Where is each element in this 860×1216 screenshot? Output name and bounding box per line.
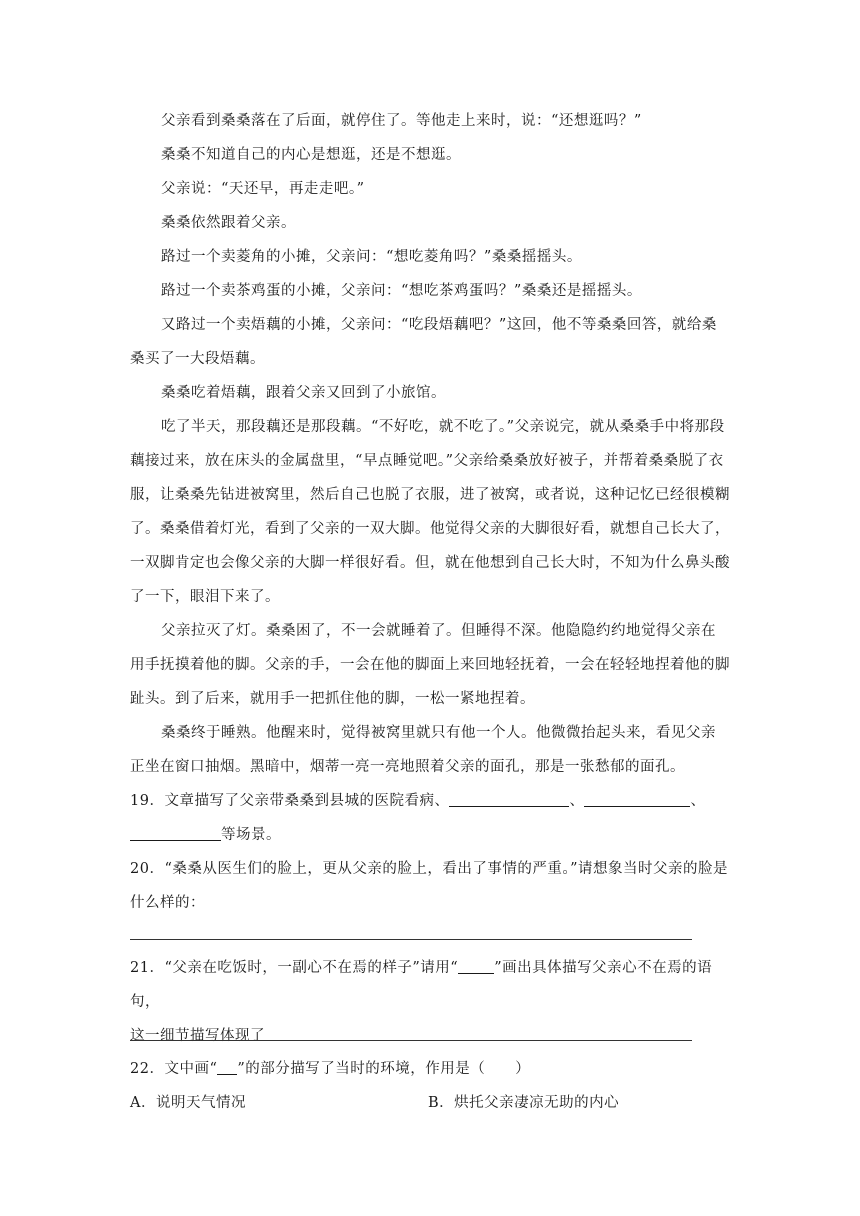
passage-paragraph: 吃了半天，那段藕还是那段藕。“不好吃，就不吃了。”父亲说完，就从桑桑手中将那段藕接过来，放在床头的金属盘里，“早点睡觉吧。”父亲给桑桑放好被子，并帮着桑桑脱了衣服，让桑桑先钻进被窝里，然后自己也脱了衣服，进了被窝，或者说，这种记忆已经很模糊了。桑桑借着灯光，看到了父亲的一双大脚。他觉得父亲的大脚很好看，就想自己长大了，一双脚肯定也会像父亲的大脚一样很好看。但，就在他想到自己长大时，不知为什么鼻头酸了一下，眼泪下来了。 <box>130 419 730 605</box>
q20-answer-line[interactable] <box>130 939 692 940</box>
q22-option-a[interactable]: A．说明天气情况 <box>130 1095 246 1111</box>
passage-paragraph: 父亲拉灭了灯。桑桑困了，不一会就睡着了。但睡得不深。他隐隐约约地觉得父亲在用手抚摸着他的脚。父亲的手，一会在他的脚面上来回地轻抚着，一会在轻轻地捏着他的脚趾头。到了后来，就用手一把抓住他的脚，一松一紧地捏着。 <box>130 623 730 707</box>
q21-text-b: ”画出具体描写父亲心不在焉的语句， <box>130 960 713 1010</box>
q22-text-b: ”的部分描写了当时的环境，作用是（ ） <box>237 1061 531 1077</box>
q19-blank-3[interactable] <box>130 824 221 841</box>
q19-text-end: 等场景。 <box>221 827 281 843</box>
passage-paragraph: 桑桑终于睡熟。他醒来时，觉得被窝里就只有他一个人。他微微抬起头来，看见父亲正坐在窗口抽烟。黑暗中，烟蒂一亮一亮地照着父亲的面孔，那是一张愁郁的面孔。 <box>130 725 716 775</box>
passage-paragraph: 桑桑依然跟着父亲。 <box>161 215 296 231</box>
passage-paragraph: 路过一个卖菱角的小摊，父亲问：“想吃菱角吗？”桑桑摇摇头。 <box>161 249 582 265</box>
q19-sep: 、 <box>569 793 585 809</box>
passage-paragraph: 父亲看到桑桑落在了后面，就停住了。等他走上来时，说：“还想逛吗？” <box>161 113 642 129</box>
passage-paragraph: 又路过一个卖焐藕的小摊，父亲问：“吃段焐藕吧？”这回，他不等桑桑回答，就给桑桑买了一大段焐藕。 <box>130 317 717 367</box>
q21-underline-sample <box>458 957 494 974</box>
q19-blank-1[interactable] <box>449 790 569 807</box>
q19-sep: 、 <box>690 793 706 809</box>
q21-answer-line[interactable] <box>130 1040 692 1041</box>
question-21 <box>130 951 730 1053</box>
q21-text: 21．“父亲在吃饭时，一副心不在焉的样子”请用“ <box>130 960 459 976</box>
question-20 <box>130 852 730 920</box>
q21-line2: 这一细节描写体现了 <box>130 1028 265 1044</box>
q20-line1: 20．“桑桑从医生们的脸上，更从父亲的脸上，看出了事情的严重。”请想象当时父亲的脸是 <box>130 861 729 877</box>
passage-paragraph: 桑桑不知道自己的内心是想逛，还是不想逛。 <box>161 147 461 163</box>
passage-paragraph: 父亲说：“天还早，再走走吧。” <box>161 181 365 197</box>
q22-option-b[interactable]: B．烘托父亲凄凉无助的内心 <box>428 1095 620 1111</box>
q19-blank-2[interactable] <box>584 790 690 807</box>
passage-paragraph: 路过一个卖茶鸡蛋的小摊，父亲问：“想吃茶鸡蛋吗？”桑桑还是摇摇头。 <box>161 283 642 299</box>
passage-paragraph: 桑桑吃着焐藕，跟着父亲又回到了小旅馆。 <box>161 385 446 401</box>
question-22 <box>130 1052 730 1086</box>
q20-line2: 什么样的： <box>130 895 205 911</box>
q22-underline-sample <box>217 1058 237 1075</box>
q19-text: 19．文章描写了父亲带桑桑到县城的医院看病、 <box>130 793 450 809</box>
question-19 <box>130 784 730 852</box>
q22-text: 22．文中画“ <box>130 1061 218 1077</box>
